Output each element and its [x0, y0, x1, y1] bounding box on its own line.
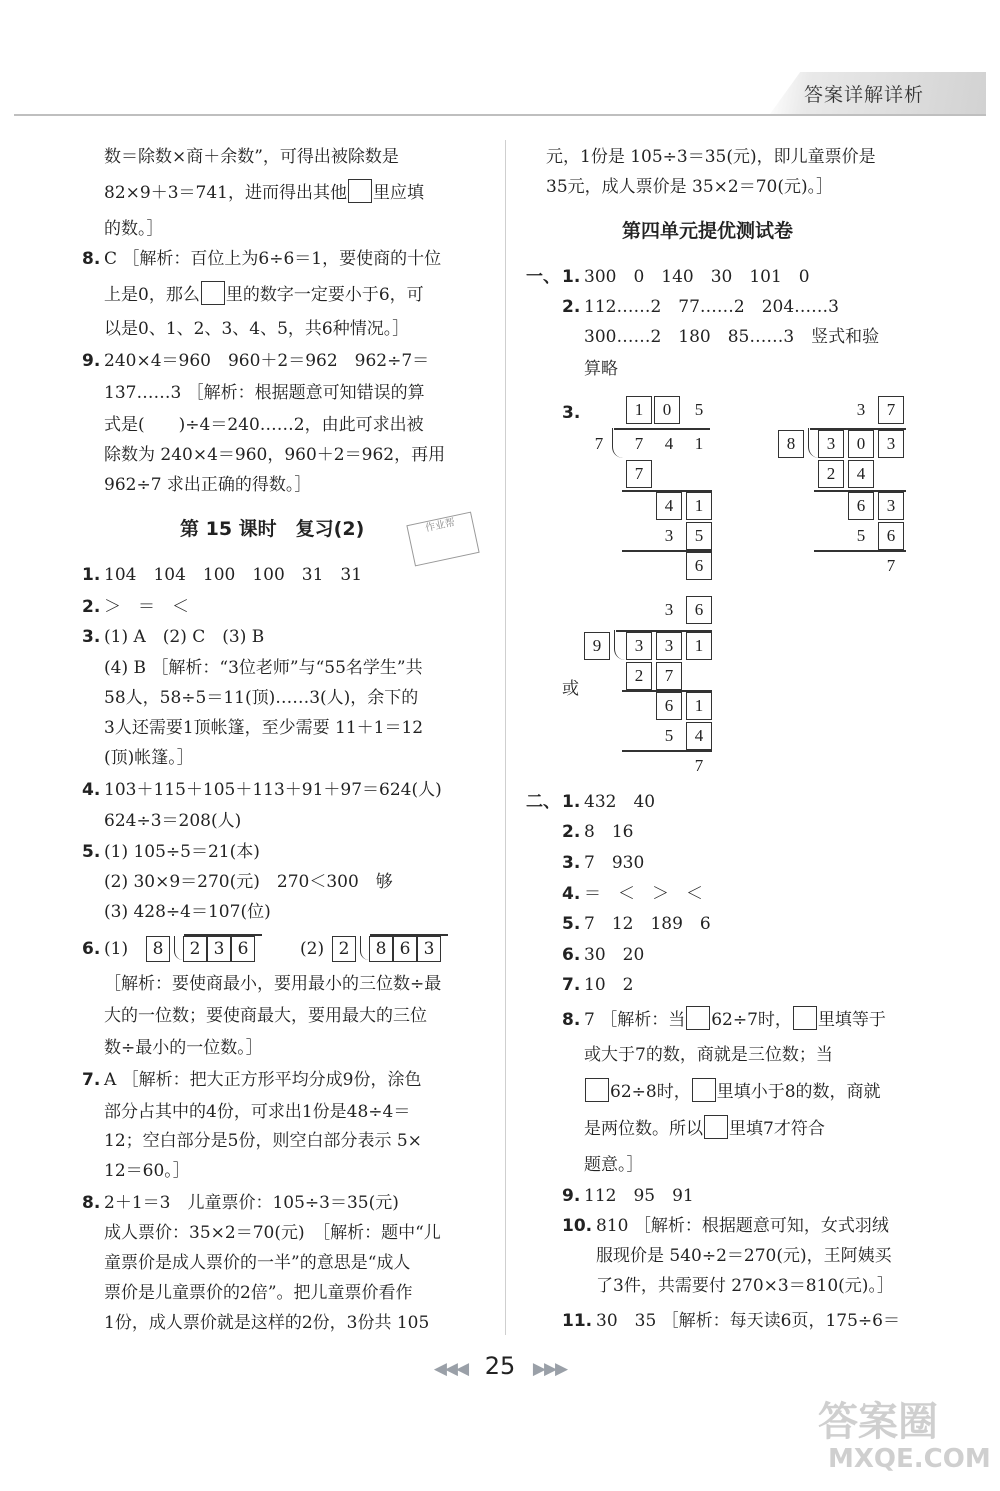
text-line: (1) 105÷5＝21(本) [104, 842, 260, 862]
text-line: 432 40 [584, 792, 656, 812]
text-line: C ［解析：百位上为6÷6＝1，要使商的十位 [104, 249, 442, 269]
blank-box [585, 1078, 609, 1102]
item-number: 3. [562, 403, 581, 423]
section-heading: 第四单元提优测试卷 [622, 220, 794, 242]
item-number: 8. [82, 249, 101, 269]
text-line: 12＝60。］ [104, 1161, 190, 1181]
watermark-logo: 答案圈 [818, 1399, 938, 1445]
text-line: (2) [300, 939, 325, 959]
text-line: 了3件，共需要付 270×3＝810(元)。］ [596, 1276, 894, 1296]
text-line: 部分占其中的4份，可求出1份是48÷4＝ [104, 1102, 411, 1122]
text-line: 240×4＝960 960＋2＝962 962÷7＝ [104, 351, 430, 371]
text-line: (2) 30×9＝270(元) 270＜300 够 [104, 872, 393, 892]
blank-box [793, 1006, 817, 1030]
text-line: 82×9＋3＝741，进而得出其他 里应填 [104, 178, 424, 208]
item-number: 2. [82, 597, 101, 617]
item-number: 3. [562, 853, 581, 873]
text-line: 式是( )÷4＝240……2，由此可求出被 [104, 415, 424, 435]
text-line: 的数。］ [104, 219, 164, 239]
text-line: 成人票价：35×2＝70(元) ［解析：题中“儿 [104, 1223, 441, 1243]
text-line: 元，1份是 105÷3＝35(元)，即儿童票价是 [546, 147, 876, 167]
item-number: 11. [562, 1311, 593, 1331]
text-line: (4) B ［解析：“3位老师”与“55名学生”共 [104, 658, 423, 678]
text-line: 童票价是成人票价的一半”的意思是“成人 [104, 1253, 411, 1273]
text-line: 30 20 [584, 945, 645, 965]
item-number: 7. [82, 1070, 101, 1090]
text-line: 300 0 140 30 101 0 [584, 267, 810, 287]
text-line: 2＋1＝3 儿童票价：105÷3＝35(元) [104, 1193, 399, 1213]
text-line: 962÷7 求出正确的得数。］ [104, 475, 312, 495]
item-number: 1. [562, 792, 581, 812]
item-number: 5. [562, 914, 581, 934]
blank-box [201, 281, 225, 305]
item-number: 6. [82, 939, 101, 959]
blank-box [348, 179, 372, 203]
text-line: 10 2 [584, 975, 634, 995]
text-line: 是两位数。所以 里填7才符合 [584, 1114, 825, 1144]
text-line: 算略 [584, 359, 618, 379]
text-line: 7 ［解析：当 62÷7时， 里填等于 [584, 1005, 886, 1035]
item-number: 9. [562, 1186, 581, 1206]
item-number: 10. [562, 1216, 593, 1236]
text-line: 以是0、1、2、3、4、5，共6种情况。］ [104, 319, 410, 339]
text-line: 题意。］ [584, 1155, 644, 1175]
text-line: (顶)帐篷。］ [104, 748, 194, 768]
text-line: 62÷8时， 里填小于8的数，商就 [584, 1077, 881, 1107]
item-number: 1. [562, 267, 581, 287]
text-line: 大的一位数；要使商最大，要用最大的三位 [104, 1006, 427, 1026]
text-line: (1) [104, 939, 129, 959]
text-line: 上是0，那么 里的数字一定要小于6，可 [104, 280, 424, 310]
stamp-image: 作业帮 [406, 512, 479, 567]
text-line: 300……2 180 85……3 竖式和验 [584, 327, 880, 347]
header-title: 答案详解详析 [804, 84, 925, 106]
text-line: 票价是儿童票价的2倍”。把儿童票价看作 [104, 1283, 413, 1303]
blank-box [686, 1006, 710, 1030]
page-number-bar [400, 1352, 600, 1380]
text-line: 7 930 [584, 853, 645, 873]
item-number: 4. [82, 780, 101, 800]
or-label: 或 [562, 679, 579, 699]
item-number: 6. [562, 945, 581, 965]
text-line: 624÷3＝208(人) [104, 811, 242, 831]
page-number: 25 [484, 1352, 516, 1380]
text-line: 数＝除数×商＋余数”，可得出被除数是 [104, 147, 399, 167]
watermark-url: MXQE.COM [828, 1444, 991, 1474]
item-number: 3. [82, 627, 101, 647]
item-number: 8. [82, 1193, 101, 1213]
next-arrows-icon: ▶▶▶ [532, 1359, 567, 1379]
text-line: 810 ［解析：根据题意可知，女式羽绒 [596, 1216, 889, 1236]
text-line: 8 16 [584, 822, 634, 842]
text-line: ＝ ＜ ＞ ＜ [584, 884, 703, 904]
item-number: 1. [82, 565, 101, 585]
division-setup-2: 2 8 6 3 [332, 936, 441, 962]
text-line: 7 12 189 6 [584, 914, 711, 934]
text-line: 服现价是 540÷2＝270(元)，王阿姨买 [596, 1246, 892, 1266]
text-line: 137……3 ［解析：根据题意可知错误的算 [104, 383, 425, 403]
section-heading: 第 15 课时 复习(2) [180, 518, 365, 540]
text-line: 112 95 91 [584, 1186, 694, 1206]
item-number: 2. [562, 297, 581, 317]
text-line: 104 104 100 100 31 31 [104, 565, 363, 585]
text-line: 3人还需要1顶帐篷，至少需要 11＋1＝12 [104, 718, 424, 738]
text-line: 35元，成人票价是 35×2＝70(元)。］ [546, 177, 834, 197]
part-label: 一、 [526, 267, 560, 287]
part-label: 二、 [526, 792, 560, 812]
text-line: (1) A (2) C (3) B [104, 627, 265, 647]
text-line: 数÷最小的一位数。］ [104, 1038, 263, 1058]
text-line: 1份，成人票价就是这样的2份，3份共 105 [104, 1313, 430, 1333]
item-number: 7. [562, 975, 581, 995]
text-line: 112……2 77……2 204……3 [584, 297, 839, 317]
column-separator [505, 140, 506, 1335]
item-number: 2. [562, 822, 581, 842]
item-number: 4. [562, 884, 581, 904]
item-number: 5. [82, 842, 101, 862]
text-line: 58人，58÷5＝11(顶)……3(人)，余下的 [104, 688, 419, 708]
text-line: 除数为 240×4＝960，960＋2＝962，再用 [104, 445, 446, 465]
division-setup-1: 8 2 3 6 [146, 936, 255, 962]
text-line: A ［解析：把大正方形平均分成9份，涂色 [104, 1070, 422, 1090]
item-number: 9. [82, 351, 101, 371]
text-line: (3) 428÷4＝107(位) [104, 902, 271, 922]
text-line: ［解析：要使商最小，要用最小的三位数÷最 [104, 974, 442, 994]
blank-box [704, 1115, 728, 1139]
text-line: 103＋115＋105＋113＋91＋97＝624(人) [104, 780, 442, 800]
text-line: 或大于7的数，商就是三位数；当 [584, 1045, 833, 1065]
text-line: 30 35 ［解析：每天读6页，175÷6＝ [596, 1311, 900, 1331]
prev-arrows-icon: ◀◀◀ [433, 1359, 468, 1379]
blank-box [692, 1078, 716, 1102]
text-line: 12；空白部分是5份，则空白部分表示 5× [104, 1131, 422, 1151]
text-line: ＞ ＝ ＜ [104, 597, 189, 617]
header-rule [14, 114, 986, 116]
item-number: 8. [562, 1010, 581, 1030]
